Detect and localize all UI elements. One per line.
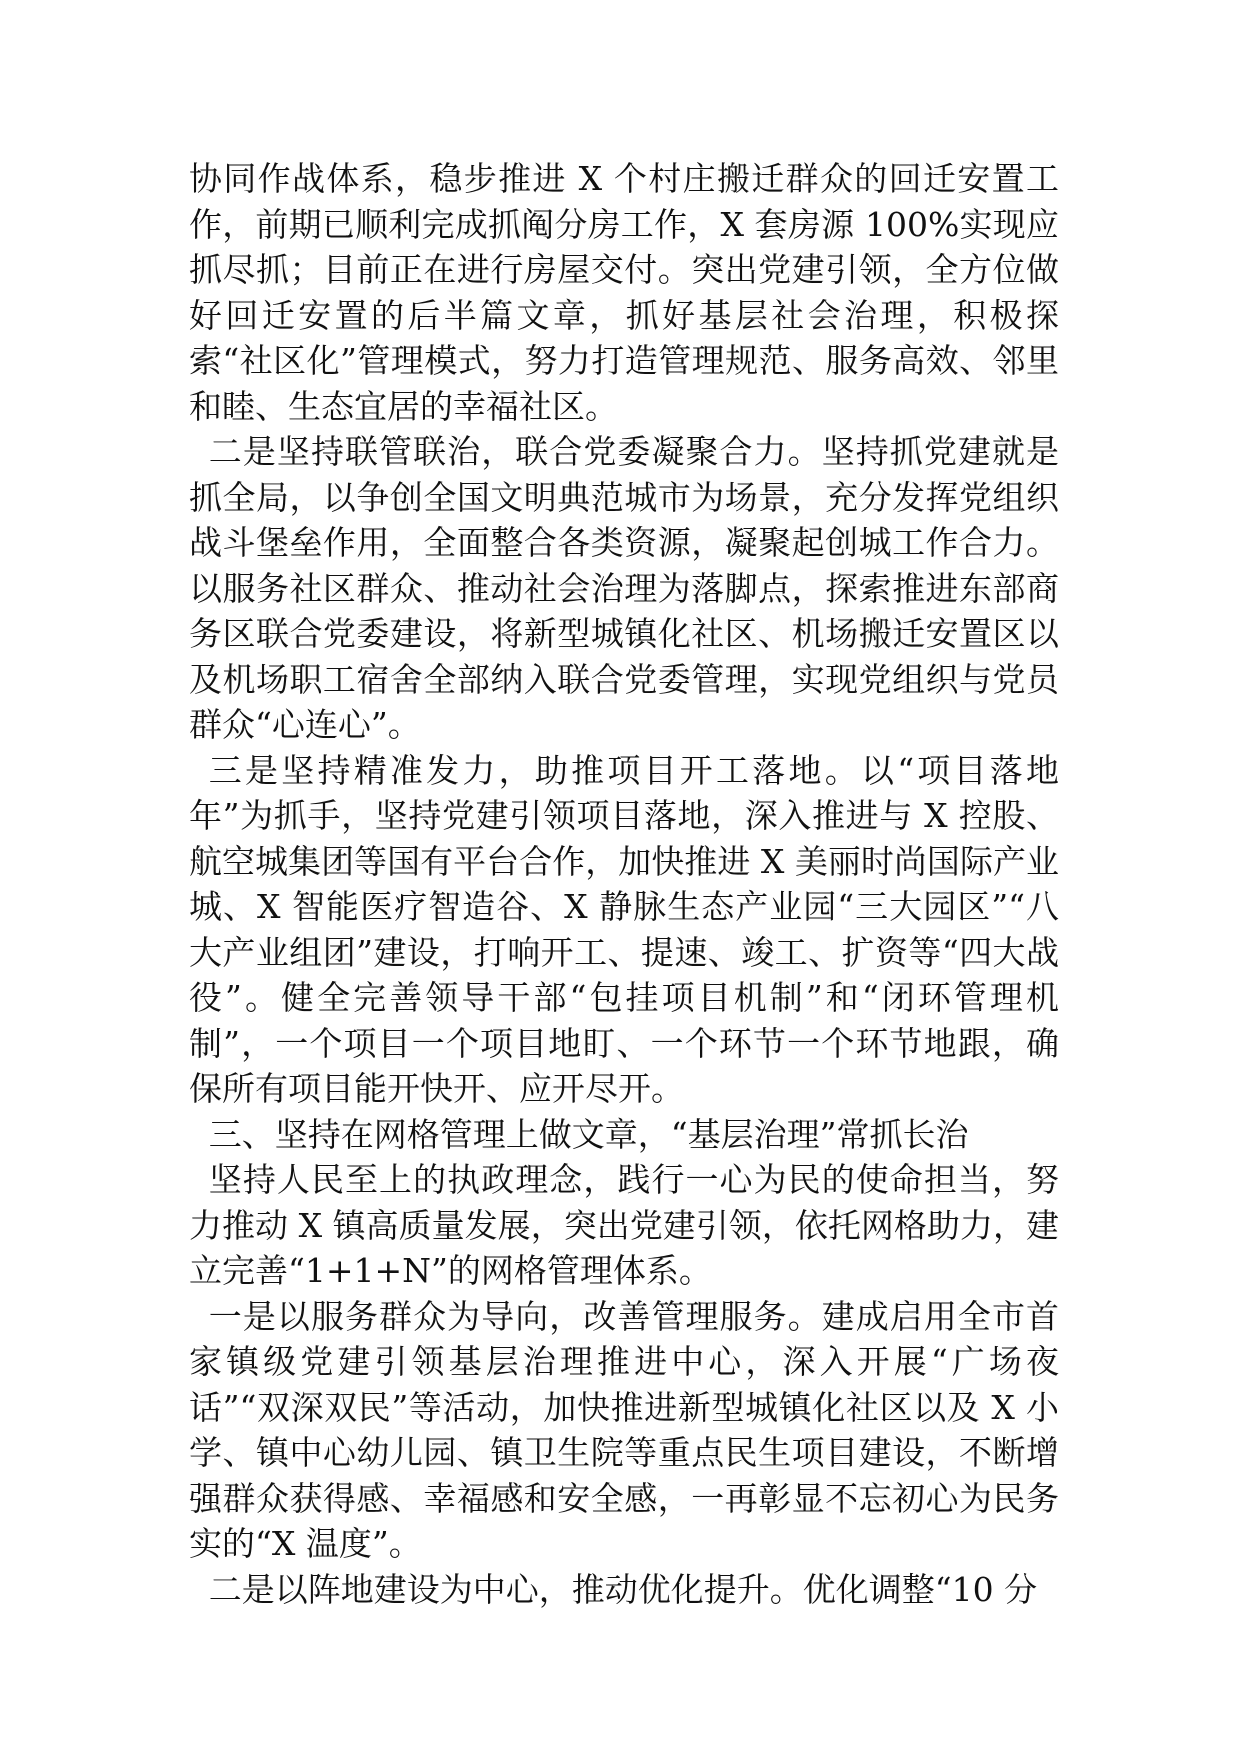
document-body [189, 156, 1059, 1612]
paragraph-joint-management: 二是坚持联管联治，联合党委凝聚合力。坚持抓党建就是抓全局，以争创全国文明典范城市为场景，充分发挥党组织战斗堡垒作用，全面整合各类资源，凝聚起创城工作合力。以服务社区群众、推动社会治理为落脚点，探索推进东部商务区联合党委建设，将新型城镇化社区、机场搬迁安置区以及机场职工宿舍全部纳入联合党委管理，实现党组织与党员群众“心连心”。 [189, 432, 1059, 744]
paragraph-continuation: 协同作战体系，稳步推进 X 个村庄搬迁群众的回迁安置工作，前期已顺利完成抓阄分房工作，X 套房源 100%实现应抓尽抓；目前正在进行房屋交付。突出党建引领，全方位做好回迁安置的后半篇文章，抓好基层社会治理，积极探索“社区化”管理模式，努力打造管理规范、服务高效、邻里和睦、生态宜居的幸福社区。 [189, 159, 1059, 426]
paragraph-people-first: 坚持人民至上的执政理念，践行一心为民的使命担当，努力推动 X 镇高质量发展，突出党建引领，依托网格助力，建立完善“1+1+N”的网格管理体系。 [189, 1160, 1059, 1290]
section-heading-grid-management: 三、坚持在网格管理上做文章，“基层治理”常抓长治 [208, 1114, 969, 1154]
paragraph-project-landing: 三是坚持精准发力，助推项目开工落地。以“项目落地年”为抓手，坚持党建引领项目落地，深入推进与 X 控股、航空城集团等国有平台合作，加快推进 X 美丽时尚国际产业城、X 智能医疗智造谷、X 静脉生态产业园“三大园区”“八大产业组团”建设，打响开工、提速、竣工、扩资等“四大战役”。健全完善领导干部“包挂项目机制”和“闭环管理机制”，一个项目一个项目地盯、一个环节一个环节地跟，确保所有项目能开快开、应开尽开。 [189, 750, 1059, 1108]
paragraph-serve-masses: 一是以服务群众为导向，改善管理服务。建成启用全市首家镇级党建引领基层治理推进中心，深入开展“广场夜话”“双深双民”等活动，加快推进新型城镇化社区以及 X 小学、镇中心幼儿园、镇卫生院等重点民生项目建设，不断增强群众获得感、幸福感和安全感，一再彰显不忘初心为民务实的“X 温度”。 [189, 1296, 1059, 1563]
paragraph-position-building: 二是以阵地建设为中心，推动优化提升。优化调整“10 分 [208, 1569, 1038, 1609]
